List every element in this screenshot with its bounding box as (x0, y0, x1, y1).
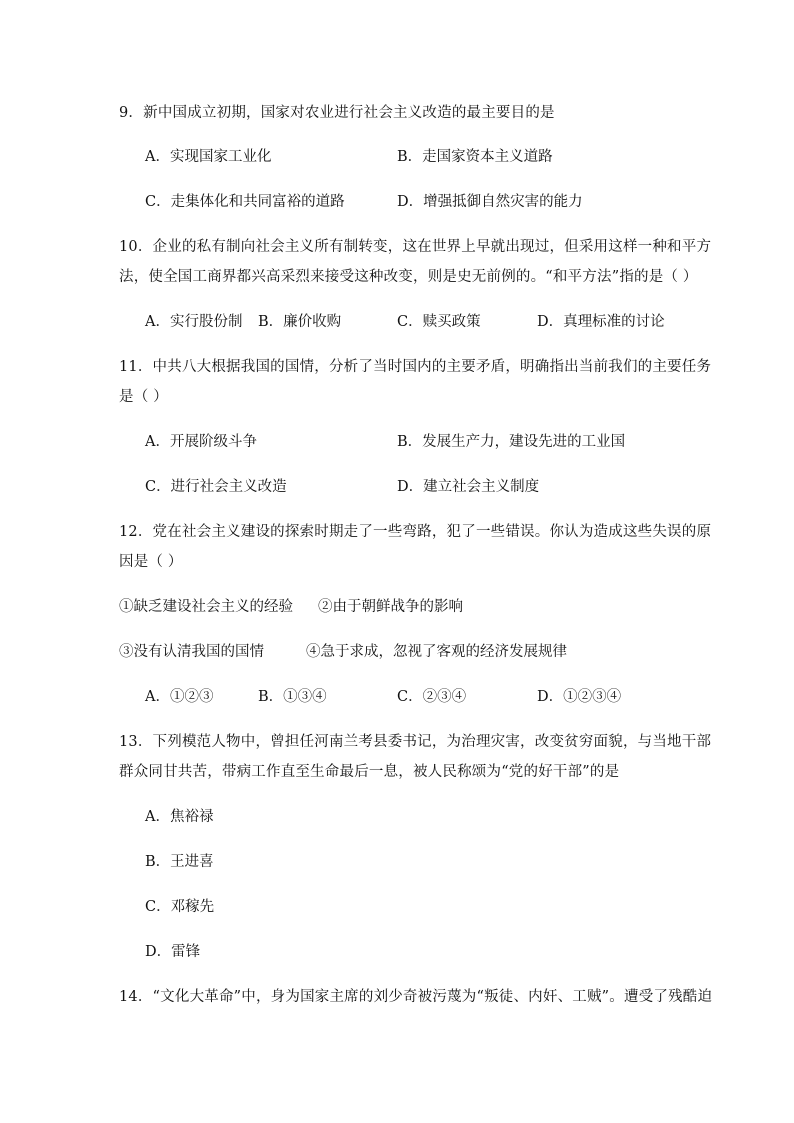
q9-option-b: B．走国家资本主义道路 (397, 149, 553, 165)
q11-option-b: B．发展生产力，建设先进的工业国 (397, 434, 626, 450)
q12-option-a: A．①②③ (145, 689, 214, 705)
q9-option-d: D．增强抵御自然灾害的能力 (397, 194, 583, 210)
q13-option-d: D．雷锋 (145, 944, 201, 960)
q12-stem-line2: 因是（ ） (119, 554, 183, 570)
q13-option-b: B．王进喜 (145, 854, 214, 870)
q13-stem-line1: 13．下列模范人物中，曾担任河南兰考县委书记，为治理灾害，改变贫穷面貌，与当地干部 (119, 734, 712, 750)
q11-option-c: C．进行社会主义改造 (145, 479, 287, 495)
q12-statement-1: ①缺乏建设社会主义的经验 (119, 599, 293, 615)
q12-statement-2: ②由于朝鲜战争的影响 (318, 599, 463, 615)
q14-stem-line1: 14．“文化大革命”中，身为国家主席的刘少奇被污蔑为“叛徒、内奸、工贼”。遭受了残酷迫 (119, 989, 713, 1005)
q10-stem-line1: 10．企业的私有制向社会主义所有制转变，这在世界上早就出现过，但采用这样一种和平方 (119, 239, 712, 255)
q9-stem: 9．新中国成立初期，国家对农业进行社会主义改造的最主要目的是 (119, 105, 555, 121)
q10-stem-line2: 法，使全国工商界都兴高采烈来接受这种改变，则是史无前例的。“和平方法”指的是（ ） (119, 269, 698, 285)
q10-option-c: C．赎买政策 (397, 314, 481, 330)
q10-option-b: B．廉价收购 (258, 314, 342, 330)
q11-option-a: A．开展阶级斗争 (145, 434, 257, 450)
q13-option-a: A．焦裕禄 (145, 809, 214, 825)
q11-stem-line2: 是（ ） (119, 389, 168, 405)
q10-option-d: D．真理标准的讨论 (537, 314, 665, 330)
q12-option-b: B．①③④ (258, 689, 327, 705)
q12-statement-3: ③没有认清我国的国情 (119, 644, 264, 660)
q13-stem-line2: 群众同甘共苦，带病工作直至生命最后一息，被人民称颂为“党的好干部”的是 (119, 764, 620, 780)
q12-statement-4: ④急于求成，忽视了客观的经济发展规律 (306, 644, 567, 660)
q10-option-a: A．实行股份制 (145, 314, 243, 330)
q12-option-d: D．①②③④ (537, 689, 622, 705)
q11-stem-line1: 11．中共八大根据我国的国情，分析了当时国内的主要矛盾，明确指出当前我们的主要任务 (119, 359, 712, 375)
q11-option-d: D．建立社会主义制度 (397, 479, 540, 495)
q13-option-c: C．邓稼先 (145, 899, 215, 915)
q12-option-c: C．②③④ (397, 689, 467, 705)
q12-stem-line1: 12．党在社会主义建设的探索时期走了一些弯路，犯了一些错误。你认为造成这些失误的原 (119, 524, 712, 540)
q9-option-a: A．实现国家工业化 (145, 149, 272, 165)
q9-option-c: C．走集体化和共同富裕的道路 (145, 194, 345, 210)
